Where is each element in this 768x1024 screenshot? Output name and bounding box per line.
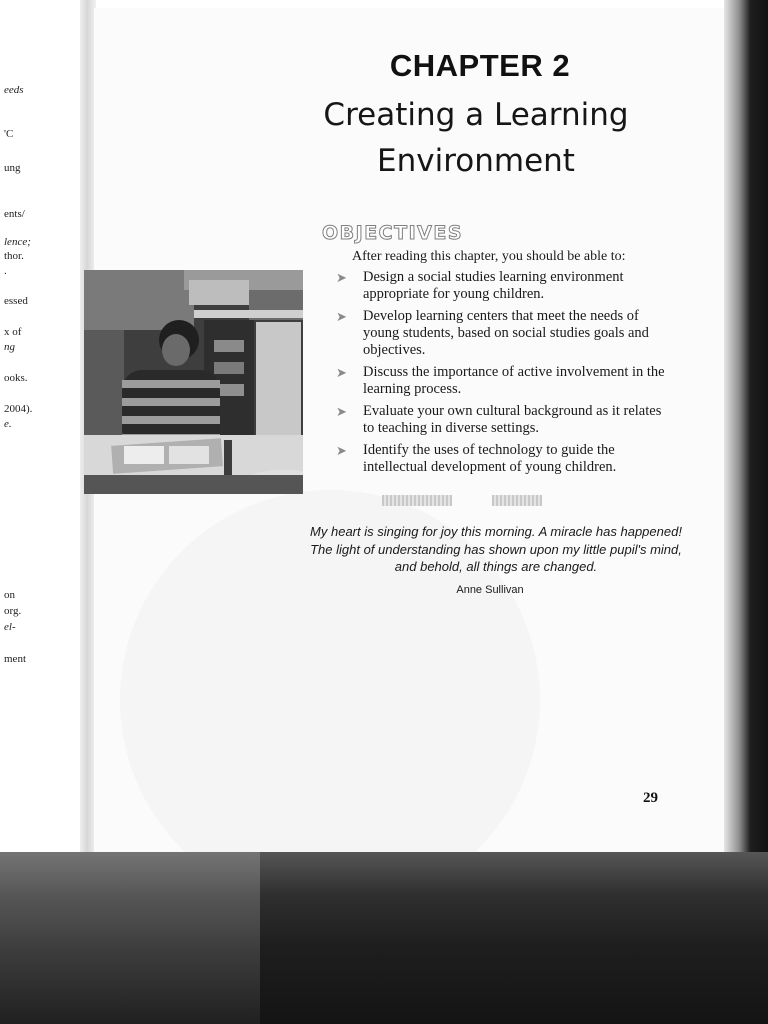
prev-page-fragment: . [4, 265, 7, 277]
objectives-intro: After reading this chapter, you should be able to: [352, 249, 626, 264]
prev-page-fragment: eeds [4, 84, 24, 96]
chapter-title [296, 92, 656, 184]
prev-page-fragment: x of [4, 326, 22, 338]
chevron-arrow-icon: ➤ [336, 444, 347, 459]
chevron-arrow-icon: ➤ [336, 405, 347, 420]
chevron-arrow-icon: ➤ [336, 366, 347, 381]
objective-item [336, 269, 666, 303]
chapter-title-line: Creating a Learning [323, 97, 629, 133]
chapter-title-line: Environment [377, 143, 575, 179]
prev-page-fragment: essed [4, 295, 28, 307]
objective-item [336, 442, 666, 476]
chevron-arrow-icon: ➤ [336, 271, 347, 286]
objective-text: Develop learning centers that meet the needs of young students, based on social studies goals and objectives. [363, 308, 649, 358]
objective-text: Discuss the importance of active involvement in the learning process. [363, 364, 665, 397]
objective-text: Evaluate your own cultural background as it relates to teaching in diverse settings. [363, 403, 662, 436]
prev-page-fragment: 'C [4, 128, 14, 140]
section-divider [492, 495, 542, 506]
prev-page-fragment: 2004). [4, 403, 33, 415]
prev-page-fragment: lence; [4, 236, 31, 248]
objective-text: Identify the uses of technology to guide the intellectual development of young children. [363, 442, 617, 475]
scan-shadow-gradient [0, 852, 260, 1024]
section-divider [382, 495, 452, 506]
prev-page-fragment: ng [4, 341, 15, 353]
chapter-label: CHAPTER 2 [389, 48, 571, 83]
objectives-list [336, 269, 666, 481]
epigraph-author: Anne Sullivan [456, 584, 524, 596]
objectives-heading: OBJECTIVES [322, 222, 464, 244]
chevron-arrow-icon: ➤ [336, 310, 347, 325]
objective-text: Design a social studies learning environment appropriate for young children. [363, 269, 624, 302]
child-reading-photo [84, 270, 303, 494]
prev-page-fragment: org. [4, 605, 22, 617]
prev-page-fragment: el- [4, 621, 16, 633]
epigraph-quote: My heart is singing for joy this morning. A miracle has happened! The light of understanding has shown upon my little pupil's mind, and behold, all things are changed. [310, 524, 682, 574]
prev-page-fragment: ents/ [4, 208, 25, 220]
objective-item [336, 364, 666, 398]
prev-page-fragment: ment [4, 653, 26, 665]
prev-page-fragment: thor. [4, 250, 24, 262]
prev-page-fragment: ung [4, 162, 21, 174]
prev-page-fragment: ooks. [4, 372, 28, 384]
prev-page-fragment: e. [4, 418, 12, 430]
objective-item [336, 308, 666, 359]
prev-page-fragment: on [4, 589, 15, 601]
scan-bottom-shadow [0, 852, 768, 1024]
page-edge-shadow [724, 0, 768, 860]
page-number: 29 [643, 790, 658, 806]
objective-item [336, 403, 666, 437]
previous-page-margin [0, 0, 90, 856]
